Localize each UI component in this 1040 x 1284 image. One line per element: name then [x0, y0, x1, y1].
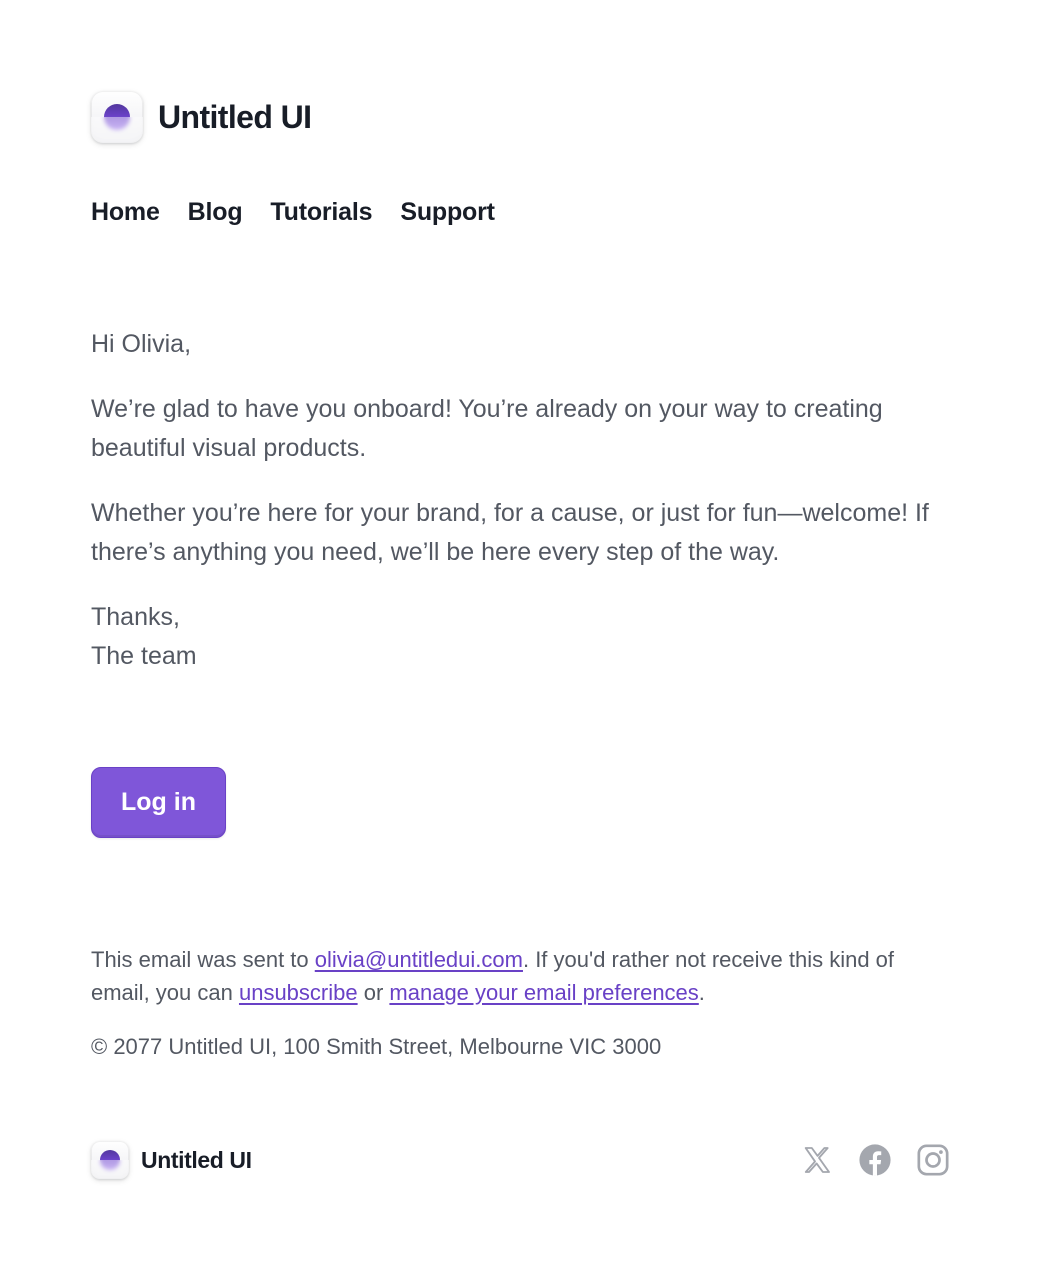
- footer-notice: [91, 943, 951, 1009]
- greeting: Hi Olivia,: [91, 330, 192, 358]
- copyright: © 2077 Untitled UI, 100 Smith Street, Melbourne VIC 3000: [91, 1034, 662, 1059]
- brand-name: Untitled UI: [158, 98, 312, 135]
- email-address-link[interactable]: olivia@untitledui.com: [314, 947, 523, 972]
- nav-item-support[interactable]: Support: [400, 198, 495, 226]
- footer-notice-period: .: [698, 980, 705, 1005]
- footer-logo-icon: [91, 1141, 129, 1179]
- facebook-icon[interactable]: [857, 1141, 893, 1179]
- signoff: Thanks,: [91, 603, 180, 631]
- header-brand[interactable]: [91, 91, 311, 143]
- nav-item-blog[interactable]: Blog: [187, 198, 243, 226]
- footer-brand-name: Untitled UI: [141, 1146, 252, 1173]
- nav-item-home[interactable]: Home: [91, 198, 160, 226]
- support-paragraph: Whether you’re here for your brand, for a cause, or just for fun—welcome! If there’s anything you need, we’ll be here every step of the way.: [91, 499, 929, 566]
- email-preferences-link[interactable]: manage your email preferences: [389, 980, 699, 1005]
- nav-item-tutorials[interactable]: Tutorials: [270, 198, 373, 226]
- social-links: [799, 1141, 951, 1179]
- footer-notice-prefix: This email was sent to: [91, 947, 315, 972]
- login-button[interactable]: Log in: [91, 767, 226, 838]
- email-body: [91, 325, 951, 676]
- signoff-block: [91, 598, 951, 676]
- welcome-paragraph: We’re glad to have you onboard! You’re already on your way to creating beautiful visual products.: [91, 395, 883, 462]
- signature: The team: [91, 642, 197, 670]
- logo-icon: [91, 91, 143, 143]
- footer-notice-middle: . If you'd rather not receive this kind of email, you can: [91, 947, 895, 1005]
- x-icon[interactable]: [799, 1141, 835, 1179]
- main-nav: [91, 198, 495, 227]
- footer-brand[interactable]: [91, 1141, 252, 1179]
- footer-notice-or: or: [357, 980, 390, 1005]
- unsubscribe-link[interactable]: unsubscribe: [238, 980, 358, 1005]
- instagram-icon[interactable]: [915, 1141, 951, 1179]
